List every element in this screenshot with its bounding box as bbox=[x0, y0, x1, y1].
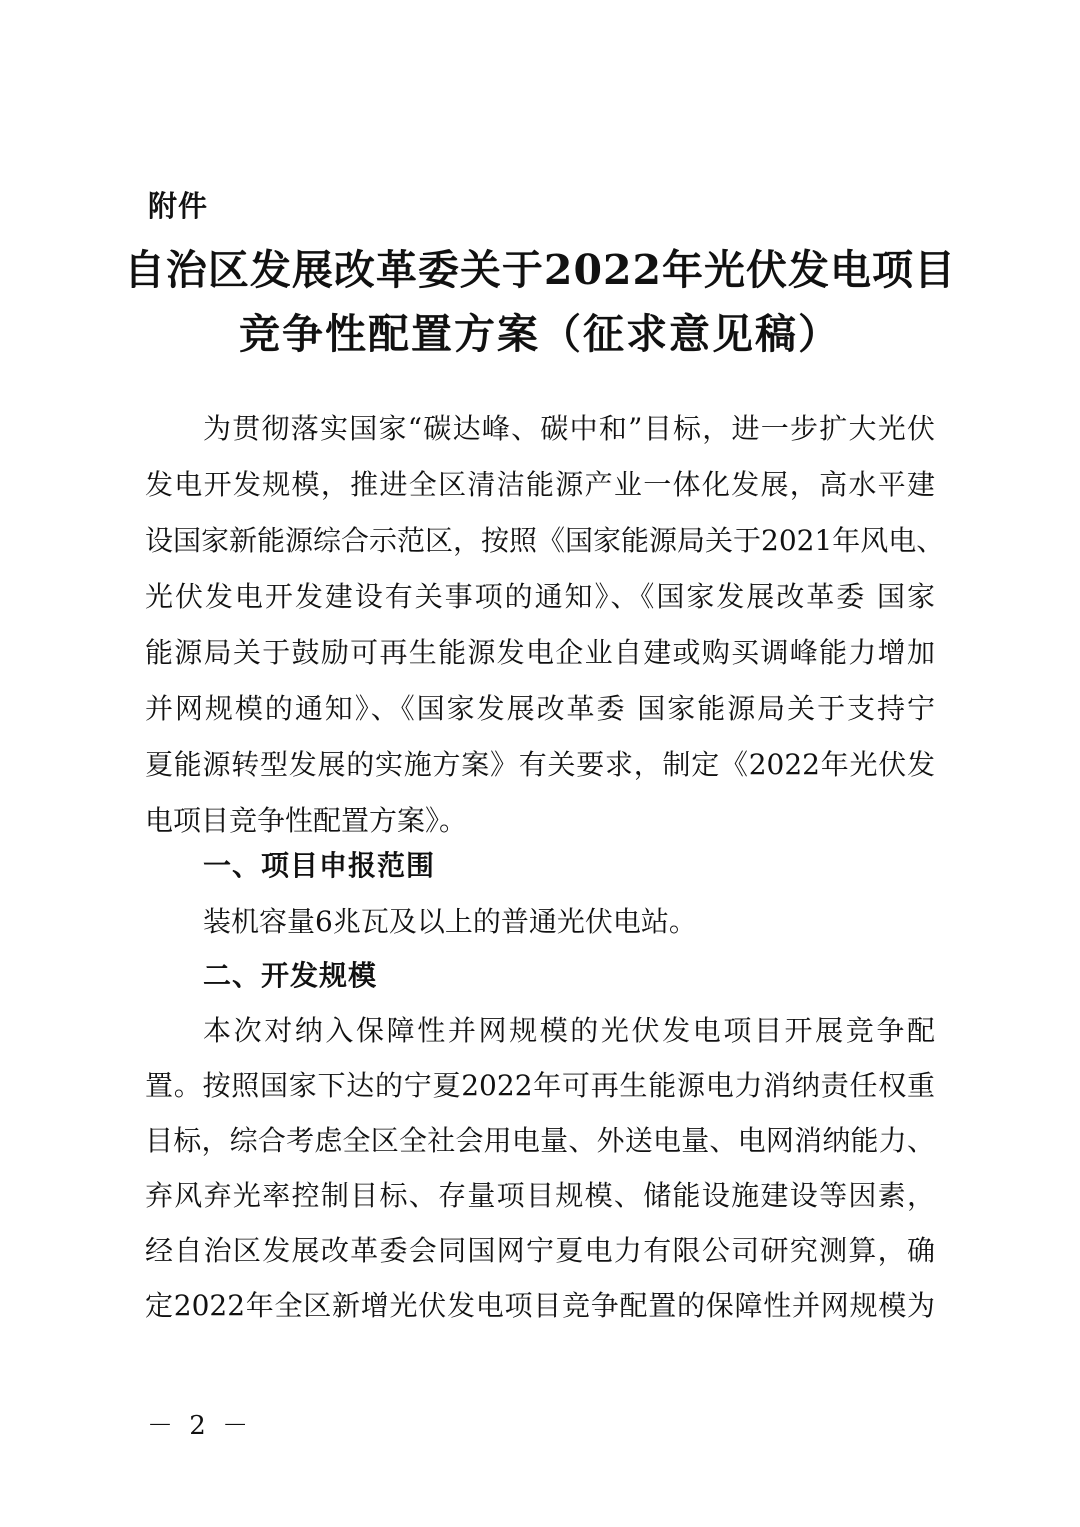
intro-line-8: 电项目竞争性配置方案》。 bbox=[145, 804, 468, 837]
section-2-line-1: 本次对纳入保障性并网规模的光伏发电项目开展竞争配 bbox=[203, 1014, 935, 1047]
intro-line-4: 光伏发电开发建设有关事项的通知》、《国家发展改革委 国家 bbox=[145, 580, 935, 613]
section-2-line-5: 经自治区发展改革委会同国网宁夏电力有限公司研究测算，确 bbox=[145, 1234, 935, 1267]
document-title-line-2: 竞争性配置方案（征求意见稿） bbox=[239, 310, 841, 358]
page-number: － 2 － bbox=[147, 1411, 253, 1441]
section-2-heading: 二、开发规模 bbox=[203, 959, 378, 992]
document-title-line-1: 自治区发展改革委关于2022年光伏发电项目 bbox=[123, 246, 957, 294]
intro-line-5: 能源局关于鼓励可再生能源发电企业自建或购买调峰能力增加 bbox=[145, 636, 935, 669]
section-1-text: 装机容量6兆瓦及以上的普通光伏电站。 bbox=[203, 905, 697, 938]
intro-line-7: 夏能源转型发展的实施方案》有关要求，制定《2022年光伏发 bbox=[145, 748, 935, 781]
section-2-line-3: 目标，综合考虑全区全社会用电量、外送电量、电网消纳能力、 bbox=[145, 1124, 935, 1157]
intro-line-6: 并网规模的通知》、《国家发展改革委 国家能源局关于支持宁 bbox=[145, 692, 935, 725]
section-2-line-2: 置。按照国家下达的宁夏2022年可再生能源电力消纳责任权重 bbox=[145, 1069, 935, 1102]
attachment-label: 附件 bbox=[148, 189, 209, 223]
section-1-heading: 一、项目申报范围 bbox=[203, 849, 436, 882]
intro-line-3: 设国家新能源综合示范区，按照《国家能源局关于2021年风电、 bbox=[145, 524, 945, 557]
intro-line-2: 发电开发规模，推进全区清洁能源产业一体化发展，高水平建 bbox=[145, 468, 935, 501]
section-2-line-4: 弃风弃光率控制目标、存量项目规模、储能设施建设等因素， bbox=[145, 1179, 935, 1212]
section-2-line-6: 定2022年全区新增光伏发电项目竞争配置的保障性并网规模为 bbox=[145, 1289, 935, 1322]
intro-line-1: 为贯彻落实国家“碳达峰、碳中和”目标，进一步扩大光伏 bbox=[203, 412, 935, 445]
